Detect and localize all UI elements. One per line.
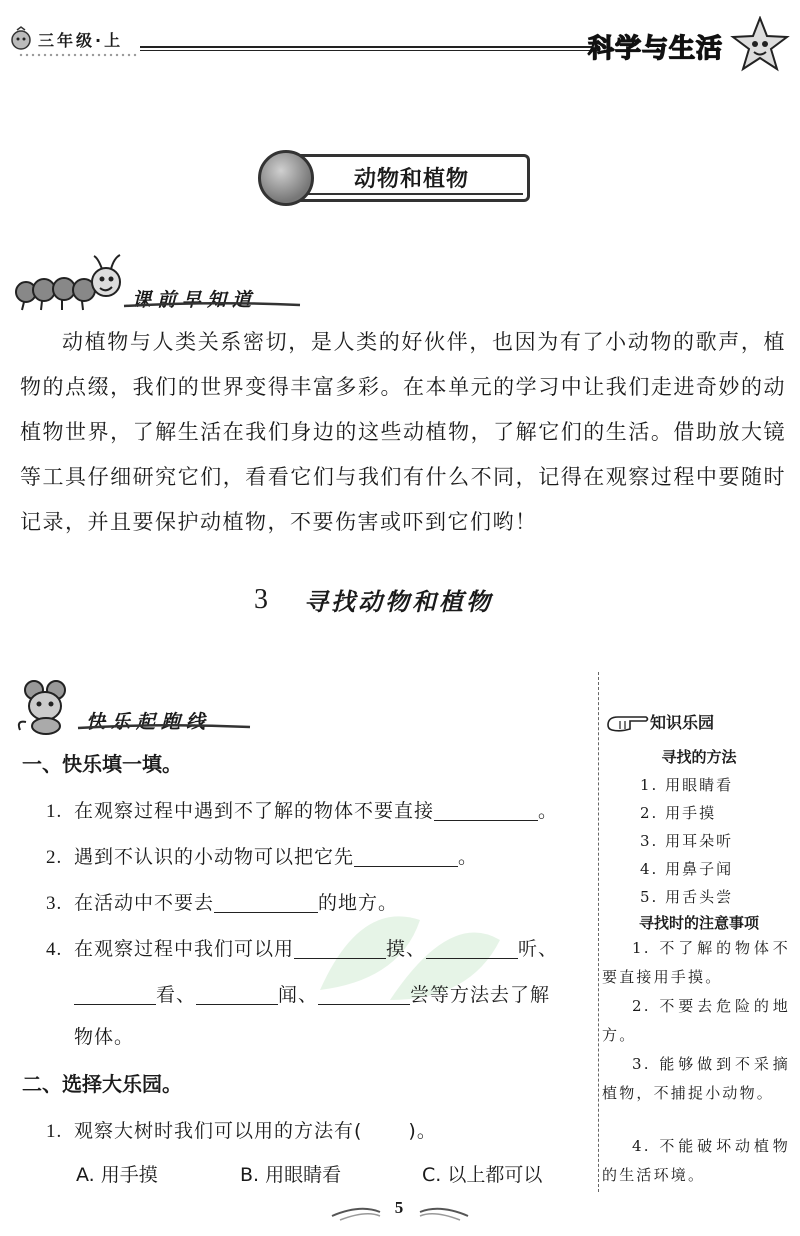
preview-heading [14, 252, 257, 314]
answer-blank[interactable] [74, 983, 156, 1005]
exercise-heading [16, 676, 211, 736]
sidebar-title: 知识乐园 [650, 713, 715, 732]
fill-question-2: 2. 遇到不认识的小动物可以把它先 。 [46, 846, 479, 868]
choice-question-1: 1. 观察大树时我们可以用的方法有( )。 [46, 1120, 437, 1142]
note-item: 2. 不要去危险的地方。 [602, 997, 790, 1044]
note-item: 4. 不能破坏动植物的生活环境。 [602, 1137, 790, 1184]
method-item: 2. 用手摸 [640, 804, 717, 822]
header-rule [140, 46, 600, 48]
header-dots [18, 52, 138, 58]
sidebar-divider [598, 672, 599, 1192]
answer-blank[interactable] [294, 937, 386, 959]
methods-title: 寻找的方法 [661, 748, 737, 766]
lesson-number: 3 [254, 583, 268, 615]
chapter-title: 动物和植物 [354, 167, 470, 192]
part1-heading: 一、快乐填一填。 [22, 752, 182, 776]
grade-label: 三年级·上 [38, 30, 124, 50]
method-item: 5. 用舌头尝 [640, 888, 734, 906]
note-item: 1. 不了解的物体不要直接用手摸。 [602, 939, 790, 986]
header-left [8, 26, 123, 52]
notes-title: 寻找时的注意事项 [638, 914, 759, 932]
fill-question-4-line-2: 看、 闻、 尝等方法去了解 [74, 980, 550, 1007]
answer-blank[interactable] [196, 983, 278, 1005]
chapter-banner [258, 150, 530, 206]
banner-circle-icon [258, 150, 314, 206]
method-item: 1. 用眼睛看 [640, 776, 734, 794]
answer-blank[interactable] [354, 845, 458, 867]
exercise-label: 快乐起跑线 [86, 711, 212, 733]
fill-question-1: 1. 在观察过程中遇到不了解的物体不要直接 。 [46, 800, 559, 822]
answer-blank[interactable] [434, 799, 538, 821]
book-title: 科学与生活 [588, 34, 724, 64]
sidebar-heading [606, 710, 714, 733]
header-rule-thin [140, 50, 600, 51]
preview-paragraph: 动植物与人类关系密切，是人类的好伙伴，也因为有了小动物的歌声，植物的点缀，我们的世界变得丰富多彩。在本单元的学习中让我们走进奇妙的动植物世界，了解生活在我们身边的这些动植物，了解它们的生活。借助放大镜等工具仔细研究它们，看看它们与我们有什么不同，记得在观察过程中要随时记录，并且要保护动植物，不要伤害或吓到它们哟！ [20, 330, 786, 534]
mascot-icon [8, 26, 34, 52]
part2-heading: 二、选择大乐园。 [22, 1072, 182, 1096]
method-item: 3. 用耳朵听 [640, 832, 734, 850]
lesson-title [254, 582, 493, 617]
caterpillar-icon [14, 252, 126, 314]
lesson-name: 寻找动物和植物 [304, 588, 493, 616]
swoosh-decoration [122, 300, 302, 310]
method-item: 4. 用鼻子闻 [640, 860, 734, 878]
mouse-icon [16, 676, 80, 736]
choice-option-c[interactable]: C. 以上都可以 [422, 1164, 543, 1186]
page-number: 5 [394, 1198, 404, 1217]
fill-question-4-line-3: 物体。 [74, 1026, 135, 1048]
answer-blank[interactable] [318, 983, 410, 1005]
pointing-hand-icon [606, 711, 650, 733]
star-mascot-icon [730, 16, 790, 72]
choice-option-a[interactable]: A. 用手摸 [76, 1164, 158, 1186]
choice-option-b[interactable]: B. 用眼睛看 [240, 1164, 342, 1186]
answer-blank[interactable] [426, 937, 518, 959]
preview-label: 课前早知道 [132, 289, 258, 311]
fill-question-4: 4. 在观察过程中我们可以用 摸、 听、 [46, 938, 559, 960]
answer-blank[interactable] [214, 891, 318, 913]
swoosh-decoration [76, 722, 252, 732]
note-item: 3. 能够做到不采摘植物，不捕捉小动物。 [602, 1055, 790, 1102]
fill-question-3: 3. 在活动中不要去 的地方。 [46, 892, 399, 914]
